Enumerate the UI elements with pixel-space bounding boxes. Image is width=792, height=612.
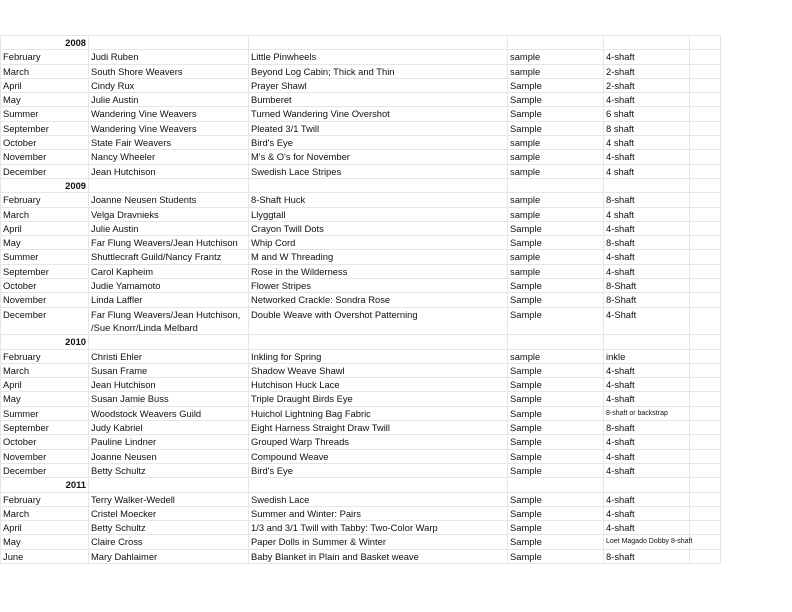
- table-row: [1, 121, 721, 135]
- presenter-cell[interactable]: Far Flung Weavers/Jean Hutchison: [89, 236, 249, 250]
- table-row: [1, 421, 721, 435]
- presenter-cell[interactable]: Betty Schultz: [89, 463, 249, 477]
- presenter-cell[interactable]: Pauline Lindner: [89, 435, 249, 449]
- shafts-cell[interactable]: 4-shaft: [604, 492, 690, 506]
- program-title-cell[interactable]: Swedish Lace Stripes: [249, 164, 508, 178]
- program-title-cell[interactable]: 8-Shaft Huck: [249, 193, 508, 207]
- table-row: [1, 549, 721, 563]
- empty-cell[interactable]: [89, 335, 249, 349]
- presenter-cell[interactable]: Nancy Wheeler: [89, 150, 249, 164]
- empty-cell[interactable]: [690, 150, 721, 164]
- program-schedule-table: [0, 35, 721, 564]
- shafts-cell[interactable]: 8-shaft or backstrap: [604, 406, 690, 420]
- presenter-cell[interactable]: Joanne Neusen: [89, 449, 249, 463]
- program-title-cell[interactable]: Hutchison Huck Lace: [249, 378, 508, 392]
- presenter-cell[interactable]: Wandering Vine Weavers: [89, 107, 249, 121]
- type-cell[interactable]: Sample: [508, 236, 604, 250]
- presenter-cell[interactable]: South Shore Weavers: [89, 64, 249, 78]
- program-title-cell[interactable]: Grouped Warp Threads: [249, 435, 508, 449]
- presenter-cell[interactable]: Far Flung Weavers/Jean Hutchison, /Sue Knorr/Linda Melbard: [89, 307, 249, 335]
- presenter-cell[interactable]: Julie Austin: [89, 93, 249, 107]
- table-row: [1, 406, 721, 420]
- program-title-cell[interactable]: Triple Draught Birds Eye: [249, 392, 508, 406]
- empty-cell[interactable]: [249, 335, 508, 349]
- month-cell[interactable]: March: [1, 506, 89, 520]
- table-row: [1, 221, 721, 235]
- presenter-cell[interactable]: Wandering Vine Weavers: [89, 121, 249, 135]
- presenter-cell[interactable]: Shuttlecraft Guild/Nancy Frantz: [89, 250, 249, 264]
- month-cell[interactable]: May: [1, 392, 89, 406]
- shafts-cell[interactable]: 4-shaft: [604, 449, 690, 463]
- type-cell[interactable]: Sample: [508, 435, 604, 449]
- presenter-cell[interactable]: Woodstock Weavers Guild: [89, 406, 249, 420]
- month-cell[interactable]: April: [1, 521, 89, 535]
- month-cell[interactable]: February: [1, 193, 89, 207]
- type-cell[interactable]: Sample: [508, 121, 604, 135]
- type-cell[interactable]: Sample: [508, 293, 604, 307]
- month-cell[interactable]: March: [1, 64, 89, 78]
- empty-cell[interactable]: [690, 64, 721, 78]
- program-title-cell[interactable]: Eight Harness Straight Draw Twill: [249, 421, 508, 435]
- presenter-cell[interactable]: Betty Schultz: [89, 521, 249, 535]
- empty-cell[interactable]: [690, 50, 721, 64]
- year-header-row: [1, 478, 721, 492]
- empty-cell[interactable]: [690, 478, 721, 492]
- table-row: [1, 492, 721, 506]
- shafts-cell[interactable]: 4-shaft: [604, 435, 690, 449]
- shafts-cell[interactable]: inkle: [604, 349, 690, 363]
- shafts-cell[interactable]: 6 shaft: [604, 107, 690, 121]
- month-cell[interactable]: December: [1, 164, 89, 178]
- empty-cell[interactable]: [690, 307, 721, 335]
- table-row: [1, 293, 721, 307]
- presenter-cell[interactable]: State Fair Weavers: [89, 136, 249, 150]
- presenter-cell[interactable]: Jean Hutchison: [89, 164, 249, 178]
- empty-cell[interactable]: [89, 478, 249, 492]
- month-cell[interactable]: December: [1, 463, 89, 477]
- type-cell[interactable]: sample: [508, 164, 604, 178]
- presenter-cell[interactable]: Jean Hutchison: [89, 378, 249, 392]
- month-cell[interactable]: February: [1, 50, 89, 64]
- month-cell[interactable]: December: [1, 307, 89, 335]
- shafts-cell[interactable]: 8-shaft: [604, 421, 690, 435]
- table-row: [1, 207, 721, 221]
- empty-cell[interactable]: [604, 178, 690, 192]
- type-cell[interactable]: Sample: [508, 492, 604, 506]
- presenter-cell[interactable]: Cristel Moecker: [89, 506, 249, 520]
- empty-cell[interactable]: [604, 335, 690, 349]
- type-cell[interactable]: Sample: [508, 78, 604, 92]
- type-cell[interactable]: Sample: [508, 535, 604, 549]
- empty-cell[interactable]: [690, 36, 721, 50]
- empty-cell[interactable]: [690, 406, 721, 420]
- program-title-cell[interactable]: Compound Weave: [249, 449, 508, 463]
- table-row: [1, 93, 721, 107]
- year-header-row: [1, 178, 721, 192]
- year-label[interactable]: 2011: [1, 478, 89, 492]
- empty-cell[interactable]: [508, 478, 604, 492]
- empty-cell[interactable]: [604, 478, 690, 492]
- table-row: [1, 506, 721, 520]
- table-row: [1, 279, 721, 293]
- empty-cell[interactable]: [690, 250, 721, 264]
- type-cell[interactable]: sample: [508, 50, 604, 64]
- table-row: [1, 136, 721, 150]
- shafts-cell[interactable]: 2-shaft: [604, 64, 690, 78]
- table-row: [1, 78, 721, 92]
- empty-cell[interactable]: [690, 392, 721, 406]
- presenter-cell[interactable]: Susan Frame: [89, 363, 249, 377]
- year-label[interactable]: 2009: [1, 178, 89, 192]
- program-title-cell[interactable]: Beyond Log Cabin; Thick and Thin: [249, 64, 508, 78]
- shafts-cell[interactable]: 4-shaft: [604, 363, 690, 377]
- program-title-cell[interactable]: Little Pinwheels: [249, 50, 508, 64]
- month-cell[interactable]: Summer: [1, 250, 89, 264]
- presenter-cell[interactable]: Claire Cross: [89, 535, 249, 549]
- type-cell[interactable]: sample: [508, 250, 604, 264]
- table-row: [1, 363, 721, 377]
- program-title-cell[interactable]: Huichol Lightning Bag Fabric: [249, 406, 508, 420]
- table-body: [1, 36, 721, 564]
- type-cell[interactable]: Sample: [508, 406, 604, 420]
- shafts-cell[interactable]: 4-shaft: [604, 378, 690, 392]
- empty-cell[interactable]: [690, 463, 721, 477]
- type-cell[interactable]: Sample: [508, 307, 604, 335]
- shafts-cell[interactable]: 8 shaft: [604, 121, 690, 135]
- program-title-cell[interactable]: Flower Stripes: [249, 279, 508, 293]
- type-cell[interactable]: Sample: [508, 521, 604, 535]
- program-title-cell[interactable]: Inkling for Spring: [249, 349, 508, 363]
- presenter-cell[interactable]: Velga Dravnieks: [89, 207, 249, 221]
- type-cell[interactable]: Sample: [508, 463, 604, 477]
- type-cell[interactable]: Sample: [508, 449, 604, 463]
- empty-cell[interactable]: [690, 264, 721, 278]
- empty-cell[interactable]: [690, 549, 721, 563]
- shafts-cell[interactable]: 4-shaft: [604, 93, 690, 107]
- empty-cell[interactable]: [89, 36, 249, 50]
- type-cell[interactable]: sample: [508, 64, 604, 78]
- program-title-cell[interactable]: Shadow Weave Shawl: [249, 363, 508, 377]
- shafts-cell[interactable]: 4-shaft: [604, 506, 690, 520]
- empty-cell[interactable]: [690, 363, 721, 377]
- table-row: [1, 264, 721, 278]
- type-cell[interactable]: Sample: [508, 93, 604, 107]
- program-title-cell[interactable]: Rose in the Wilderness: [249, 264, 508, 278]
- shafts-cell[interactable]: 4-shaft: [604, 463, 690, 477]
- shafts-cell[interactable]: 2-shaft: [604, 78, 690, 92]
- type-cell[interactable]: Sample: [508, 221, 604, 235]
- program-title-cell[interactable]: Bumberet: [249, 93, 508, 107]
- type-cell[interactable]: sample: [508, 136, 604, 150]
- month-cell[interactable]: September: [1, 421, 89, 435]
- shafts-cell[interactable]: 4-shaft: [604, 50, 690, 64]
- shafts-cell[interactable]: 4 shaft: [604, 164, 690, 178]
- program-title-cell[interactable]: Double Weave with Overshot Patterning: [249, 307, 508, 335]
- empty-cell[interactable]: [690, 449, 721, 463]
- month-cell[interactable]: April: [1, 221, 89, 235]
- shafts-cell[interactable]: 4 shaft: [604, 136, 690, 150]
- program-title-cell[interactable]: Bird's Eye: [249, 136, 508, 150]
- empty-cell[interactable]: [508, 36, 604, 50]
- shafts-cell[interactable]: 8-Shaft: [604, 279, 690, 293]
- shafts-cell[interactable]: 4 shaft: [604, 207, 690, 221]
- shafts-cell[interactable]: 8-shaft: [604, 236, 690, 250]
- year-header-row: [1, 335, 721, 349]
- presenter-cell[interactable]: Judi Ruben: [89, 50, 249, 64]
- year-label[interactable]: 2008: [1, 36, 89, 50]
- program-title-cell[interactable]: Prayer Shawl: [249, 78, 508, 92]
- empty-cell[interactable]: [690, 164, 721, 178]
- empty-cell[interactable]: [690, 221, 721, 235]
- empty-cell[interactable]: [508, 335, 604, 349]
- empty-cell[interactable]: [690, 506, 721, 520]
- year-header-row: [1, 36, 721, 50]
- table-row: [1, 378, 721, 392]
- empty-cell[interactable]: [690, 335, 721, 349]
- type-cell[interactable]: sample: [508, 193, 604, 207]
- table-row: [1, 50, 721, 64]
- table-row: [1, 307, 721, 335]
- presenter-cell[interactable]: Mary Dahlaimer: [89, 549, 249, 563]
- empty-cell[interactable]: [690, 421, 721, 435]
- shafts-cell[interactable]: 8-Shaft: [604, 293, 690, 307]
- shafts-cell[interactable]: 8-shaft: [604, 193, 690, 207]
- type-cell[interactable]: Sample: [508, 392, 604, 406]
- month-cell[interactable]: February: [1, 492, 89, 506]
- program-title-cell[interactable]: Llyggtall: [249, 207, 508, 221]
- table-row: [1, 107, 721, 121]
- month-cell[interactable]: March: [1, 207, 89, 221]
- program-title-cell[interactable]: Bird's Eye: [249, 463, 508, 477]
- program-title-cell[interactable]: M's & O's for November: [249, 150, 508, 164]
- empty-cell[interactable]: [690, 236, 721, 250]
- empty-cell[interactable]: [690, 279, 721, 293]
- program-title-cell[interactable]: Summer and Winter: Pairs: [249, 506, 508, 520]
- presenter-cell[interactable]: Julie Austin: [89, 221, 249, 235]
- table-row: [1, 193, 721, 207]
- empty-cell[interactable]: [604, 36, 690, 50]
- type-cell[interactable]: Sample: [508, 549, 604, 563]
- empty-cell[interactable]: [690, 293, 721, 307]
- program-title-cell[interactable]: Turned Wandering Vine Overshot: [249, 107, 508, 121]
- type-cell[interactable]: sample: [508, 264, 604, 278]
- empty-cell[interactable]: [249, 178, 508, 192]
- table-row: [1, 535, 721, 549]
- shafts-cell[interactable]: 4-shaft: [604, 221, 690, 235]
- table-row: [1, 463, 721, 477]
- month-cell[interactable]: March: [1, 363, 89, 377]
- presenter-cell[interactable]: Susan Jamie Buss: [89, 392, 249, 406]
- empty-cell[interactable]: [690, 78, 721, 92]
- year-label[interactable]: 2010: [1, 335, 89, 349]
- program-title-cell[interactable]: 1/3 and 3/1 Twill with Tabby: Two-Color Warp: [249, 521, 508, 535]
- empty-cell[interactable]: [690, 349, 721, 363]
- program-title-cell[interactable]: Baby Blanket in Plain and Basket weave: [249, 549, 508, 563]
- program-title-cell[interactable]: Pleated 3/1 Twill: [249, 121, 508, 135]
- presenter-cell[interactable]: Christi Ehler: [89, 349, 249, 363]
- table-row: [1, 449, 721, 463]
- month-cell[interactable]: June: [1, 549, 89, 563]
- table-row: [1, 392, 721, 406]
- empty-cell[interactable]: [690, 136, 721, 150]
- type-cell[interactable]: Sample: [508, 506, 604, 520]
- month-cell[interactable]: October: [1, 435, 89, 449]
- empty-cell[interactable]: [690, 93, 721, 107]
- month-cell[interactable]: November: [1, 449, 89, 463]
- month-cell[interactable]: October: [1, 136, 89, 150]
- presenter-cell[interactable]: Carol Kapheim: [89, 264, 249, 278]
- type-cell[interactable]: sample: [508, 349, 604, 363]
- month-cell[interactable]: November: [1, 293, 89, 307]
- table-row: [1, 150, 721, 164]
- empty-cell[interactable]: [690, 207, 721, 221]
- table-row: [1, 349, 721, 363]
- type-cell[interactable]: sample: [508, 150, 604, 164]
- program-title-cell[interactable]: Whip Cord: [249, 236, 508, 250]
- presenter-cell[interactable]: Linda Laffler: [89, 293, 249, 307]
- shafts-cell[interactable]: 8-shaft: [604, 549, 690, 563]
- program-title-cell[interactable]: M and W Threading: [249, 250, 508, 264]
- month-cell[interactable]: May: [1, 236, 89, 250]
- presenter-cell[interactable]: Terry Walker-Wedell: [89, 492, 249, 506]
- empty-cell[interactable]: [249, 36, 508, 50]
- empty-cell[interactable]: [89, 178, 249, 192]
- month-cell[interactable]: April: [1, 378, 89, 392]
- type-cell[interactable]: Sample: [508, 279, 604, 293]
- empty-cell[interactable]: [690, 492, 721, 506]
- shafts-cell[interactable]: 4-shaft: [604, 250, 690, 264]
- type-cell[interactable]: Sample: [508, 107, 604, 121]
- table-row: [1, 64, 721, 78]
- empty-cell[interactable]: [690, 521, 721, 535]
- empty-cell[interactable]: [690, 435, 721, 449]
- month-cell[interactable]: November: [1, 150, 89, 164]
- table-row: [1, 250, 721, 264]
- month-cell[interactable]: May: [1, 93, 89, 107]
- month-cell[interactable]: September: [1, 121, 89, 135]
- shafts-cell[interactable]: 4-Shaft: [604, 307, 690, 335]
- type-cell[interactable]: sample: [508, 207, 604, 221]
- presenter-cell[interactable]: Cindy Rux: [89, 78, 249, 92]
- program-title-cell[interactable]: Swedish Lace: [249, 492, 508, 506]
- shafts-cell[interactable]: 4-shaft: [604, 264, 690, 278]
- empty-cell[interactable]: [508, 178, 604, 192]
- empty-cell[interactable]: [690, 121, 721, 135]
- program-title-cell[interactable]: Crayon Twill Dots: [249, 221, 508, 235]
- empty-cell[interactable]: [690, 178, 721, 192]
- empty-cell[interactable]: [249, 478, 508, 492]
- type-cell[interactable]: Sample: [508, 363, 604, 377]
- table-row: [1, 164, 721, 178]
- month-cell[interactable]: Summer: [1, 406, 89, 420]
- table-row: [1, 521, 721, 535]
- program-title-cell[interactable]: Paper Dolls in Summer & Winter: [249, 535, 508, 549]
- empty-cell[interactable]: [690, 193, 721, 207]
- presenter-cell[interactable]: Joanne Neusen Students: [89, 193, 249, 207]
- month-cell[interactable]: Summer: [1, 107, 89, 121]
- shafts-cell[interactable]: 4-shaft: [604, 392, 690, 406]
- shafts-cell[interactable]: 4-shaft: [604, 521, 690, 535]
- month-cell[interactable]: April: [1, 78, 89, 92]
- month-cell[interactable]: October: [1, 279, 89, 293]
- program-title-cell[interactable]: Networked Crackle: Sondra Rose: [249, 293, 508, 307]
- month-cell[interactable]: May: [1, 535, 89, 549]
- presenter-cell[interactable]: Judie Yamamoto: [89, 279, 249, 293]
- type-cell[interactable]: Sample: [508, 378, 604, 392]
- empty-cell[interactable]: [690, 107, 721, 121]
- empty-cell[interactable]: [690, 535, 721, 549]
- month-cell[interactable]: September: [1, 264, 89, 278]
- table-row: [1, 236, 721, 250]
- empty-cell[interactable]: [690, 378, 721, 392]
- shafts-cell[interactable]: 4-shaft: [604, 150, 690, 164]
- presenter-cell[interactable]: Judy Kabriel: [89, 421, 249, 435]
- month-cell[interactable]: February: [1, 349, 89, 363]
- type-cell[interactable]: Sample: [508, 421, 604, 435]
- shafts-cell[interactable]: Loet Magado Dobby 8-shaft: [604, 535, 690, 549]
- table-row: [1, 435, 721, 449]
